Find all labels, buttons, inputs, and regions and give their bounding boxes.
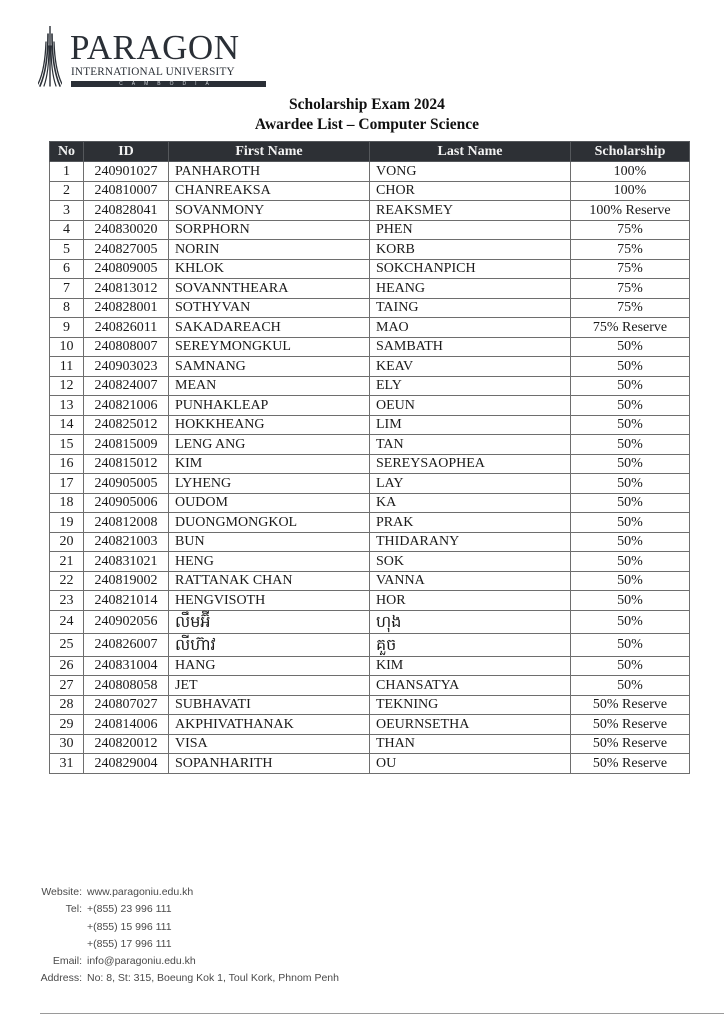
cell-no: 23 — [50, 591, 84, 611]
university-logo — [38, 26, 268, 90]
footer-tel-row — [38, 901, 339, 918]
cell-no: 2 — [50, 181, 84, 201]
cell-last-name: CHANSATYA — [370, 676, 571, 696]
website-link[interactable]: www.paragoniu.edu.kh — [87, 886, 194, 898]
email-label: Email: — [52, 955, 82, 968]
cell-id: 240828041 — [84, 201, 169, 221]
cell-no: 3 — [50, 201, 84, 221]
cell-no: 9 — [50, 318, 84, 338]
table-row — [50, 676, 690, 696]
cell-id: 240809005 — [84, 259, 169, 279]
table-row — [50, 376, 690, 396]
cell-scholarship: 50% — [571, 571, 690, 591]
cell-last-name: TEKNING — [370, 695, 571, 715]
table-row — [50, 259, 690, 279]
cell-last-name: SOK — [370, 552, 571, 572]
cell-first-name: PUNHAKLEAP — [169, 396, 370, 416]
cell-no: 22 — [50, 571, 84, 591]
cell-scholarship: 75% Reserve — [571, 318, 690, 338]
cell-last-name: OU — [370, 754, 571, 774]
cell-first-name: JET — [169, 676, 370, 696]
cell-scholarship: 50% — [571, 552, 690, 572]
cell-first-name: SOVANMONY — [169, 201, 370, 221]
logo-country-bar: CAMBODIA — [71, 81, 266, 87]
cell-first-name: លីហ៊ាវ — [169, 633, 370, 656]
document-subtitle: Awardee List – Computer Science — [254, 116, 480, 133]
cell-no: 19 — [50, 513, 84, 533]
table-row — [50, 220, 690, 240]
table-row — [50, 435, 690, 455]
cell-id: 240807027 — [84, 695, 169, 715]
cell-last-name: THIDARANY — [370, 532, 571, 552]
cell-no: 25 — [50, 633, 84, 656]
cell-scholarship: 100% — [571, 162, 690, 182]
cell-first-name: SOPANHARITH — [169, 754, 370, 774]
cell-no: 26 — [50, 656, 84, 676]
tel-number: +(855) 23 996 111 — [87, 903, 172, 916]
website-label: Website: — [41, 886, 82, 898]
table-row — [50, 337, 690, 357]
cell-no: 5 — [50, 240, 84, 260]
cell-id: 240815012 — [84, 454, 169, 474]
cell-last-name: SEREYSAOPHEA — [370, 454, 571, 474]
table-row — [50, 415, 690, 435]
cell-id: 240814006 — [84, 715, 169, 735]
cell-first-name: លឹមអ៊ី — [169, 610, 370, 633]
address-label: Address: — [40, 972, 82, 985]
cell-last-name: LAY — [370, 474, 571, 494]
cell-scholarship: 50% — [571, 396, 690, 416]
cell-scholarship: 75% — [571, 259, 690, 279]
table-row — [50, 162, 690, 182]
cell-id: 240821003 — [84, 532, 169, 552]
table-row — [50, 532, 690, 552]
table-row — [50, 318, 690, 338]
cell-first-name: RATTANAK CHAN — [169, 571, 370, 591]
cell-id: 240821014 — [84, 591, 169, 611]
email-link[interactable]: info@paragoniu.edu.kh — [87, 955, 196, 968]
table-row — [50, 633, 690, 656]
cell-first-name: KHLOK — [169, 259, 370, 279]
cell-scholarship: 50% — [571, 610, 690, 633]
table-row — [50, 396, 690, 416]
cell-first-name: KIM — [169, 454, 370, 474]
cell-no: 6 — [50, 259, 84, 279]
table-row — [50, 513, 690, 533]
cell-scholarship: 50% — [571, 415, 690, 435]
cell-scholarship: 50% Reserve — [571, 754, 690, 774]
cell-last-name: VONG — [370, 162, 571, 182]
cell-scholarship: 50% Reserve — [571, 734, 690, 754]
table-row — [50, 454, 690, 474]
cell-id: 240810007 — [84, 181, 169, 201]
cell-no: 13 — [50, 396, 84, 416]
cell-no: 4 — [50, 220, 84, 240]
document-titles — [0, 95, 724, 135]
cell-id: 240901027 — [84, 162, 169, 182]
cell-no: 12 — [50, 376, 84, 396]
cell-scholarship: 50% — [571, 676, 690, 696]
table-body — [50, 162, 690, 774]
table-row — [50, 552, 690, 572]
cell-no: 7 — [50, 279, 84, 299]
tel-number: +(855) 17 996 111 — [87, 937, 172, 950]
cell-no: 29 — [50, 715, 84, 735]
cell-no: 11 — [50, 357, 84, 377]
table-row — [50, 695, 690, 715]
cell-id: 240821006 — [84, 396, 169, 416]
cell-scholarship: 100% — [571, 181, 690, 201]
cell-last-name: KA — [370, 493, 571, 513]
cell-id: 240825012 — [84, 415, 169, 435]
cell-scholarship: 75% — [571, 298, 690, 318]
footer-email-row — [38, 953, 339, 970]
cell-id: 240813012 — [84, 279, 169, 299]
cell-last-name: LIM — [370, 415, 571, 435]
table-header-row — [50, 142, 690, 162]
cell-id: 240808007 — [84, 337, 169, 357]
cell-no: 17 — [50, 474, 84, 494]
cell-first-name: NORIN — [169, 240, 370, 260]
cell-no: 21 — [50, 552, 84, 572]
cell-scholarship: 75% — [571, 220, 690, 240]
cell-id: 240905005 — [84, 474, 169, 494]
cell-id: 240905006 — [84, 493, 169, 513]
cell-first-name: HENG — [169, 552, 370, 572]
cell-first-name: HENGVISOTH — [169, 591, 370, 611]
cell-first-name: SOVANNTHEARA — [169, 279, 370, 299]
cell-last-name: KEAV — [370, 357, 571, 377]
cell-scholarship: 50% — [571, 435, 690, 455]
logo-wordmark: PARAGON — [70, 28, 240, 67]
cell-scholarship: 50% Reserve — [571, 695, 690, 715]
cell-id: 240828001 — [84, 298, 169, 318]
cell-scholarship: 50% — [571, 337, 690, 357]
cell-first-name: VISA — [169, 734, 370, 754]
cell-first-name: LENG ANG — [169, 435, 370, 455]
cell-id: 240829004 — [84, 754, 169, 774]
logo-tower-icon — [38, 26, 62, 88]
cell-no: 14 — [50, 415, 84, 435]
table-row — [50, 357, 690, 377]
cell-no: 20 — [50, 532, 84, 552]
cell-last-name: OEUN — [370, 396, 571, 416]
logo-subtitle: INTERNATIONAL UNIVERSITY — [71, 66, 235, 78]
cell-scholarship: 50% — [571, 633, 690, 656]
table-row — [50, 201, 690, 221]
document-title: Scholarship Exam 2024 — [289, 96, 445, 113]
cell-last-name: HOR — [370, 591, 571, 611]
footer-website-row — [38, 884, 339, 901]
table-row — [50, 181, 690, 201]
table-row — [50, 493, 690, 513]
cell-scholarship: 75% — [571, 240, 690, 260]
cell-no: 10 — [50, 337, 84, 357]
table-row — [50, 571, 690, 591]
table-row — [50, 734, 690, 754]
cell-last-name: TAN — [370, 435, 571, 455]
cell-no: 16 — [50, 454, 84, 474]
cell-id: 240824007 — [84, 376, 169, 396]
cell-last-name: PHEN — [370, 220, 571, 240]
cell-last-name: SAMBATH — [370, 337, 571, 357]
cell-id: 240903023 — [84, 357, 169, 377]
cell-first-name: HANG — [169, 656, 370, 676]
cell-first-name: AKPHIVATHANAK — [169, 715, 370, 735]
cell-scholarship: 50% — [571, 376, 690, 396]
cell-id: 240820012 — [84, 734, 169, 754]
cell-first-name: OUDOM — [169, 493, 370, 513]
cell-scholarship: 50% — [571, 513, 690, 533]
cell-first-name: HOKKHEANG — [169, 415, 370, 435]
awardee-table — [49, 141, 690, 774]
column-header-no: No — [50, 142, 84, 162]
column-header-scholarship: Scholarship — [571, 142, 690, 162]
cell-scholarship: 75% — [571, 279, 690, 299]
cell-first-name: MEAN — [169, 376, 370, 396]
cell-no: 24 — [50, 610, 84, 633]
cell-id: 240827005 — [84, 240, 169, 260]
cell-id: 240808058 — [84, 676, 169, 696]
cell-id: 240812008 — [84, 513, 169, 533]
cell-last-name: MAO — [370, 318, 571, 338]
cell-scholarship: 50% Reserve — [571, 715, 690, 735]
cell-id: 240831004 — [84, 656, 169, 676]
footer-tel-row — [38, 919, 339, 936]
contact-footer — [38, 884, 339, 988]
cell-first-name: LYHENG — [169, 474, 370, 494]
cell-id: 240902056 — [84, 610, 169, 633]
cell-no: 31 — [50, 754, 84, 774]
cell-first-name: DUONGMONGKOL — [169, 513, 370, 533]
table-row — [50, 715, 690, 735]
cell-id: 240819002 — [84, 571, 169, 591]
cell-last-name: KORB — [370, 240, 571, 260]
table-row — [50, 610, 690, 633]
cell-last-name: OEURNSETHA — [370, 715, 571, 735]
cell-scholarship: 50% — [571, 656, 690, 676]
cell-last-name: ELY — [370, 376, 571, 396]
cell-scholarship: 50% — [571, 493, 690, 513]
address-text: No: 8, St: 315, Boeung Kok 1, Toul Kork, Phnom Penh — [87, 972, 339, 985]
cell-last-name: គួច — [370, 633, 571, 656]
cell-scholarship: 50% — [571, 454, 690, 474]
table-row — [50, 591, 690, 611]
cell-no: 18 — [50, 493, 84, 513]
cell-first-name: PANHAROTH — [169, 162, 370, 182]
column-header-first-name: First Name — [169, 142, 370, 162]
cell-last-name: THAN — [370, 734, 571, 754]
cell-no: 8 — [50, 298, 84, 318]
cell-id: 240831021 — [84, 552, 169, 572]
footer-address-row — [38, 970, 339, 987]
cell-first-name: SOTHYVAN — [169, 298, 370, 318]
column-header-id: ID — [84, 142, 169, 162]
cell-scholarship: 50% — [571, 474, 690, 494]
cell-no: 1 — [50, 162, 84, 182]
cell-first-name: SEREYMONGKUL — [169, 337, 370, 357]
tel-label: Tel: — [65, 903, 82, 916]
cell-last-name: HEANG — [370, 279, 571, 299]
table-row — [50, 298, 690, 318]
cell-first-name: SAKADAREACH — [169, 318, 370, 338]
cell-last-name: SOKCHANPICH — [370, 259, 571, 279]
cell-scholarship: 50% — [571, 532, 690, 552]
footer-tel-row — [38, 936, 339, 953]
table-row — [50, 279, 690, 299]
cell-scholarship: 50% — [571, 357, 690, 377]
table-row — [50, 474, 690, 494]
tel-number: +(855) 15 996 111 — [87, 920, 172, 933]
cell-first-name: SAMNANG — [169, 357, 370, 377]
table-row — [50, 656, 690, 676]
cell-id: 240826011 — [84, 318, 169, 338]
cell-last-name: PRAK — [370, 513, 571, 533]
cell-first-name: BUN — [169, 532, 370, 552]
bottom-divider — [40, 1013, 724, 1014]
cell-no: 28 — [50, 695, 84, 715]
cell-last-name: KIM — [370, 656, 571, 676]
cell-no: 15 — [50, 435, 84, 455]
cell-no: 27 — [50, 676, 84, 696]
cell-last-name: VANNA — [370, 571, 571, 591]
column-header-last-name: Last Name — [370, 142, 571, 162]
cell-last-name: ហុង — [370, 610, 571, 633]
cell-no: 30 — [50, 734, 84, 754]
cell-first-name: SORPHORN — [169, 220, 370, 240]
table-row — [50, 754, 690, 774]
cell-id: 240815009 — [84, 435, 169, 455]
cell-last-name: REAKSMEY — [370, 201, 571, 221]
table-row — [50, 240, 690, 260]
cell-scholarship: 50% — [571, 591, 690, 611]
cell-last-name: CHOR — [370, 181, 571, 201]
cell-first-name: CHANREAKSA — [169, 181, 370, 201]
cell-scholarship: 100% Reserve — [571, 201, 690, 221]
cell-id: 240830020 — [84, 220, 169, 240]
cell-last-name: TAING — [370, 298, 571, 318]
cell-first-name: SUBHAVATI — [169, 695, 370, 715]
cell-id: 240826007 — [84, 633, 169, 656]
